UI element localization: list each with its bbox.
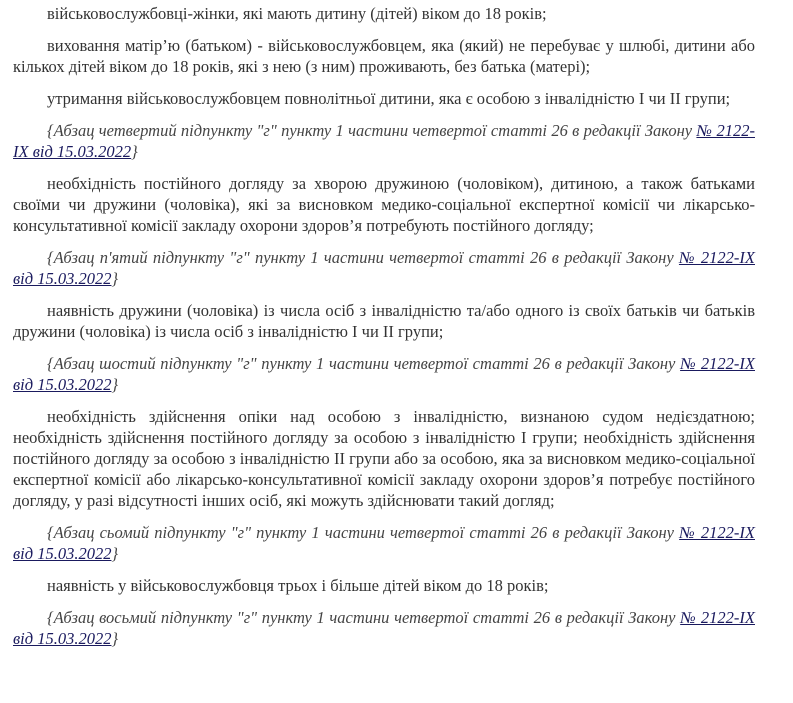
paragraph-spouse-disability: наявність дружини (чоловіка) із числа осіб з інвалідністю та/або одного із своїх батьків чи батьків дружини (чоловіка) із числа осіб з інвалідністю I чи II групи;	[13, 301, 755, 341]
paragraph-adult-child-disability: утримання військовослужбовцем повнолітньої дитини, яка є особою з інвалідністю I чи II групи;	[47, 89, 731, 108]
law-link[interactable]: № 2122-IX від 15.03.2022	[13, 354, 755, 394]
amendment-note-8	[13, 607, 755, 649]
law-link[interactable]: № 2122-IX від 15.03.2022	[13, 608, 755, 648]
note-prefix: {Абзац п'ятий підпункту "г" пункту 1 частини четвертої статті 26 в редакції Закону	[47, 248, 679, 267]
note-suffix: }	[111, 629, 119, 648]
note-suffix: }	[131, 142, 138, 161]
paragraph-guardianship: необхідність здійснення опіки над особою з інвалідністю, визнаною судом недієздатною; необхідність здійснення постійного догляду за особою з інвалідністю I групи; необхідність здійснення постійного догляду за особою з інвалідністю II групи або за особою, яка за висновком медико-соціальної експертної комісії або лікарсько-консультативної комісії закладу охорони здоров’я потребує постійного догляду, у разі відсутності інших осіб, які можуть здійснювати такий догляд;	[13, 407, 755, 510]
note-suffix: }	[111, 375, 119, 394]
law-document	[13, 3, 755, 660]
law-link[interactable]: № 2122-IX від 15.03.2022	[13, 121, 755, 161]
note-suffix: }	[111, 544, 119, 563]
law-link[interactable]: № 2122-IX від 15.03.2022	[13, 523, 755, 563]
amendment-note-5	[13, 247, 755, 289]
paragraph-women-servicemembers: військовослужбовці-жінки, які мають дитину (дітей) віком до 18 років;	[47, 4, 547, 23]
amendment-note-7	[13, 522, 755, 564]
note-suffix: }	[111, 269, 119, 288]
amendment-note-4	[13, 120, 755, 162]
note-prefix: {Абзац восьмий підпункту "г" пункту 1 частини четвертої статті 26 в редакції Закону	[47, 608, 681, 627]
paragraph-single-parent: виховання матір’ю (батьком) - військовослужбовцем, яка (який) не перебуває у шлюбі, дитини або кількох дітей віком до 18 років, які з нею (з ним) проживають, без батька (матері);	[13, 36, 755, 76]
note-prefix: {Абзац сьомий підпункту "г" пункту 1 частини четвертої статті 26 в редакції Закону	[47, 523, 680, 542]
note-prefix: {Абзац шостий підпункту "г" пункту 1 частини четвертої статті 26 в редакції Закону	[47, 354, 681, 373]
note-prefix: {Абзац четвертий підпункту "г" пункту 1 частини четвертої статті 26 в редакції Закону	[47, 121, 697, 140]
paragraph-constant-care: необхідність постійного догляду за хворою дружиною (чоловіком), дитиною, а також батьками своїми чи дружини (чоловіка), які за висновком медико-соціальної експертної комісії чи лікарсько-консультативної комісії закладу охорони здоров’я потребують постійного догляду;	[13, 174, 755, 235]
law-link[interactable]: № 2122-IX від 15.03.2022	[13, 248, 755, 288]
paragraph-three-children: наявність у військовослужбовця трьох і більше дітей віком до 18 років;	[47, 576, 549, 595]
amendment-note-6	[13, 353, 755, 395]
